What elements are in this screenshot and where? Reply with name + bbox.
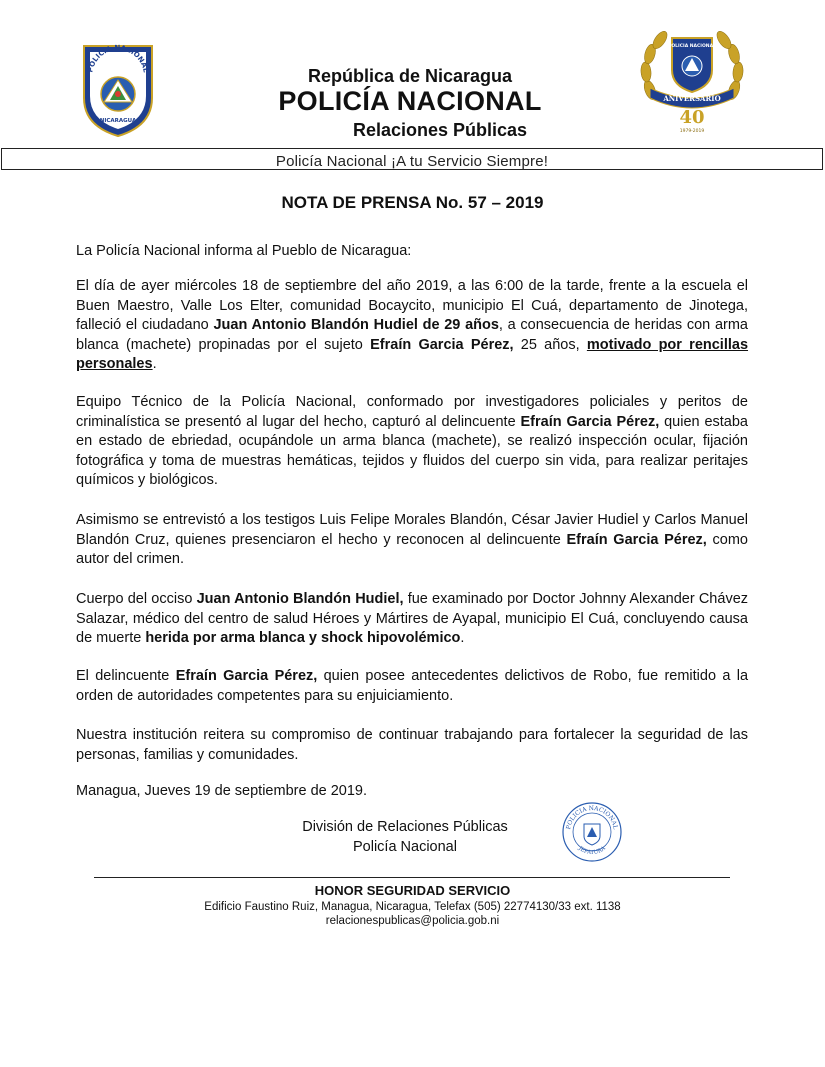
svg-text:JEFATURA: JEFATURA xyxy=(577,845,607,857)
slogan-bar xyxy=(1,148,823,170)
footer-email: relacionespublicas@policia.gob.ni xyxy=(325,915,500,927)
svg-text:1979-2019: 1979-2019 xyxy=(679,129,705,134)
paragraph-2: Equipo Técnico de la Policía Nacional, conformado por investigadores policiales y peritos de criminalística se presentó al lugar del hecho, capturó al delincuente Efraín Garcia Pérez, quien estaba en estado de ebriedad, ocupándole un arma blanca (machete), se realizó inspección ocular, fijación fotográfica y toma de muestras hemáticas, tejidos y fluidos del cuerpo sin vida, para realizar peritajes químicos y biológicos. xyxy=(76,394,748,488)
date-line: Managua, Jueves 19 de septiembre de 2019. xyxy=(76,783,368,799)
footer-address: Edificio Faustino Ruiz, Managua, Nicaragua, Telefax (505) 22774130/33 ext. 1138 xyxy=(204,901,621,913)
svg-text:POLICIA NACIONAL: POLICIA NACIONAL xyxy=(565,804,619,830)
press-note-title: NOTA DE PRENSA No. 57 – 2019 xyxy=(281,193,544,212)
paragraph-6: Nuestra institución reitera su compromiso de continuar trabajando para fortalecer la seguridad de las personas, familias y comunidades. xyxy=(76,727,748,763)
svg-text:NICARAGUA: NICARAGUA xyxy=(99,118,137,124)
anniversary-emblem-logo xyxy=(636,30,748,136)
svg-text:POLICIA NACIONAL: POLICIA NACIONAL xyxy=(86,43,150,74)
official-seal-icon xyxy=(560,800,624,864)
intro-paragraph: La Policía Nacional informa al Pueblo de Nicaragua: xyxy=(76,243,412,259)
footer-divider xyxy=(94,877,730,878)
slogan-text: Policía Nacional ¡A tu Servicio Siempre! xyxy=(275,153,549,170)
paragraph-3: Asimismo se entrevistó a los testigos Luis Felipe Morales Blandón, César Javier Hudiel y Carlos Manuel Blandón Cruz, quienes presenciaron el hecho y reconocen al delincuente Efraín Garcia Pérez, como autor del crimen. xyxy=(76,512,748,567)
signature-division: División de Relaciones Públicas xyxy=(302,819,508,835)
paragraph-4: Cuerpo del occiso Juan Antonio Blandón Hudiel, fue examinado por Doctor Johnny Alexander Chávez Salazar, médico del centro de salud Héroes y Mártires de Ayapal, municipio El Cuá, concluyendo causa de muerte herida por arma blanca y shock hipovolémico. xyxy=(76,591,749,646)
police-shield-logo xyxy=(80,38,156,138)
svg-text:ANIVERSARIO: ANIVERSARIO xyxy=(663,94,721,103)
footer-motto: HONOR SEGURIDAD SERVICIO xyxy=(314,883,511,898)
svg-text:POLICIA NACIONAL: POLICIA NACIONAL xyxy=(668,44,716,49)
department-name: Relaciones Públicas xyxy=(352,120,528,140)
signature-organization: Policía Nacional xyxy=(353,839,457,855)
svg-text:40: 40 xyxy=(679,107,705,128)
paragraph-1: El día de ayer miércoles 18 de septiembre del año 2019, a las 6:00 de la tarde, frente a la escuela el Buen Maestro, Valle Los Elter, comunidad Bocaycito, municipio El Cuá, departamento de Jinotega, falleció el ciudadano Juan Antonio Blandón Hudiel de 29 años, a consecuencia de heridas con arma blanca (machete) propinadas por el sujeto Efraín Garcia Pérez, 25 años, motivado por rencillas personales. xyxy=(76,278,749,372)
country-name: República de Nicaragua xyxy=(307,66,513,86)
organization-name: POLICÍA NACIONAL xyxy=(278,86,542,116)
paragraph-5: El delincuente Efraín Garcia Pérez, quien posee antecedentes delictivos de Robo, fue remitido a la orden de autoridades competentes para su enjuiciamiento. xyxy=(76,668,749,704)
